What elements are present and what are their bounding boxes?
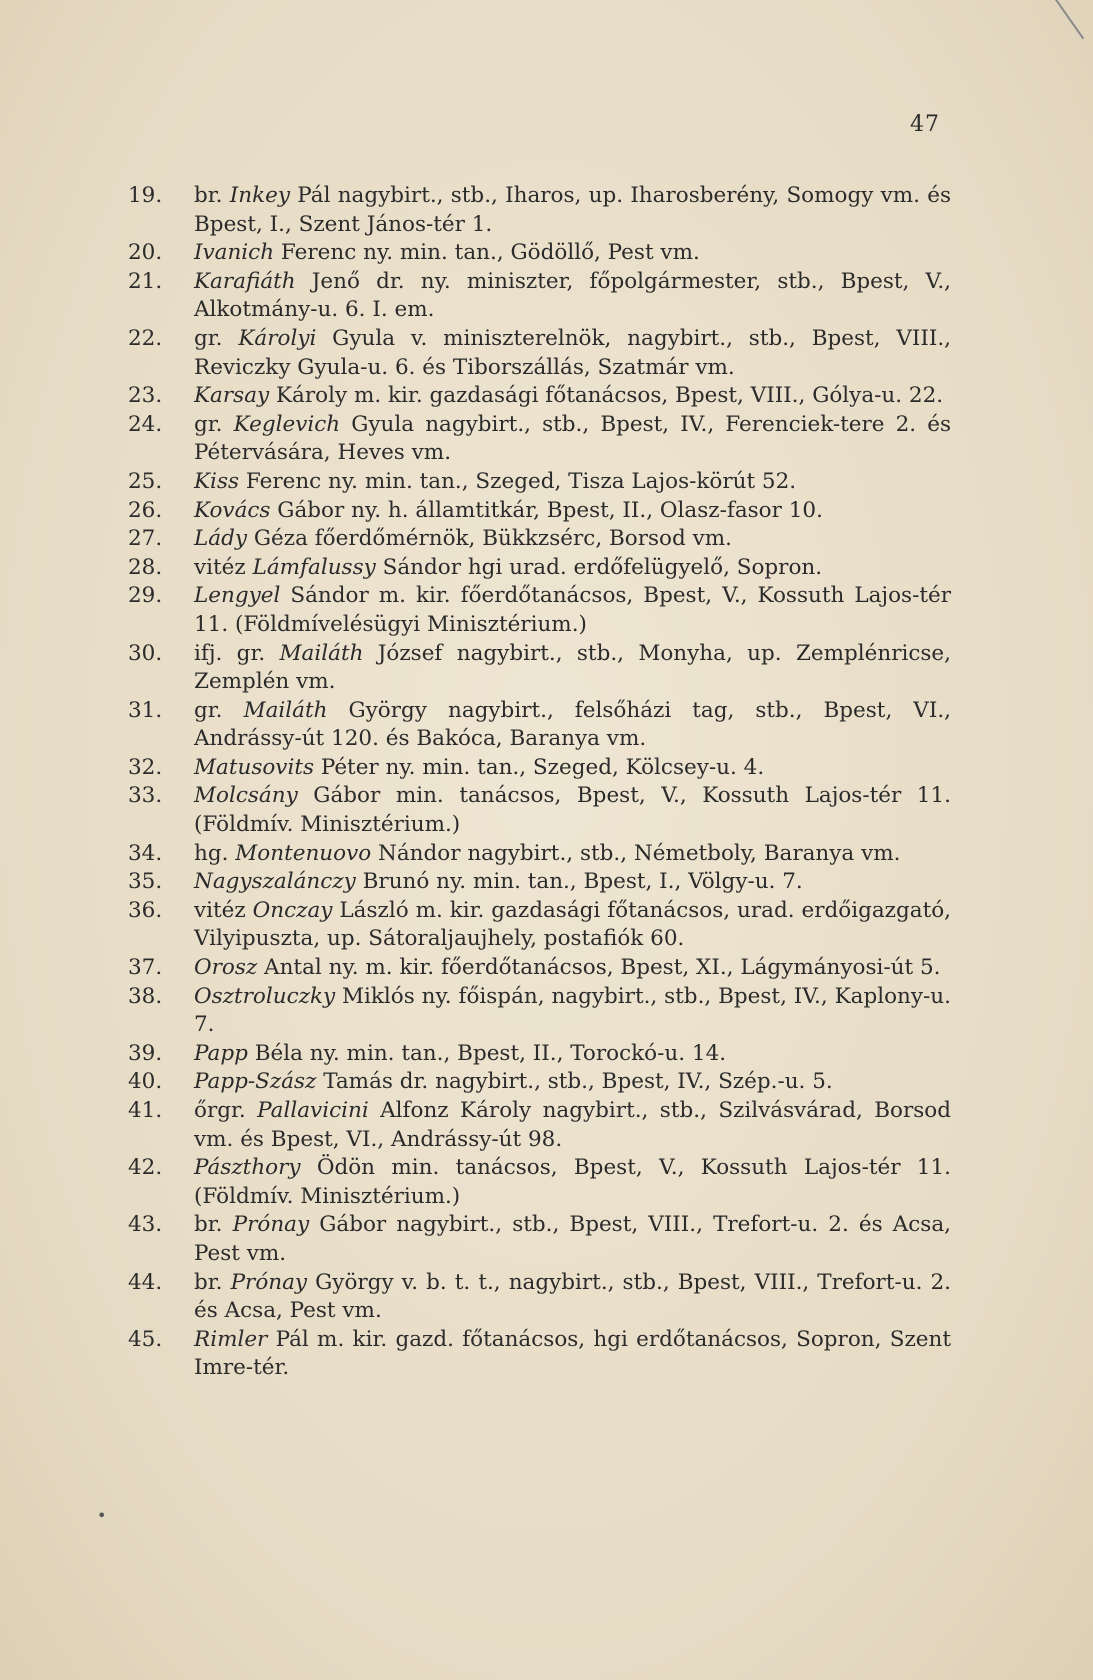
entry-details: Gábor min. tanácsos, Bpest, V., Kossuth Lajos-tér 11. (Földmív. Minisztérium.) [194,783,951,838]
list-item [128,640,951,697]
entry-surname: Pászthory [194,1155,301,1181]
entry-number: 41. [128,1098,163,1123]
list-item [128,182,951,239]
entry-surname: Molcsány [194,783,298,809]
entry-title-prefix: br. [194,1212,233,1238]
list-item [128,497,951,526]
list-item [128,754,951,783]
entry-number: 31. [128,697,163,723]
entry-number: 29. [128,583,163,609]
entry-surname: Lády [194,526,248,552]
entry-surname: Károlyi [238,325,317,351]
entry-surname: Mailáth [243,697,328,723]
list-item [128,468,951,497]
list-item [128,983,951,1040]
entry-surname: Papp-Szász [194,1069,317,1095]
entry-surname: Keglevich [233,411,341,437]
entry-details: Pál m. kir. gazd. főtanácsos, hgi erdőtanácsos, Sopron, Szent Imre-tér. [194,1326,951,1381]
entry-number: 43. [128,1212,163,1238]
entry-details: Péter ny. min. tan., Szeged, Kölcsey-u. 4. [314,754,765,780]
entry-details: Pál nagybirt., stb., Iharos, up. Iharosberény, Somogy vm. és Bpest, I., Szent János-tér 1. [194,183,951,237]
entry-surname: Rimler [194,1326,268,1352]
list-item [128,554,951,583]
entry-details: László m. kir. gazdasági főtanácsos, urad. erdőigazgató, Vilyipuszta, up. Sátoraljaujhely, postafiók 60. [194,897,951,952]
entry-details: József nagybirt., stb., Monyha, up. Zemplénricse, Zemplén vm. [194,640,951,695]
entry-title-prefix: gr. [194,325,239,351]
list-item [128,840,951,869]
entry-surname: Mailáth [279,640,364,666]
entry-details: Gábor nagybirt., stb., Bpest, VIII., Trefort-u. 2. és Acsa, Pest vm. [194,1212,951,1266]
entry-details: Károly m. kir. gazdasági főtanácsos, Bpest, VIII., Gólya-u. 22. [269,383,944,409]
list-item [128,525,951,554]
list-item [128,411,951,468]
entry-surname: Matusovits [194,754,314,780]
list-item [128,1154,951,1211]
entry-number: 42. [128,1155,163,1181]
entry-number: 34. [128,840,163,866]
entry-surname: Pallavicini [257,1098,369,1123]
entry-details: Ferenc ny. min. tan., Szeged, Tisza Lajos-körút 52. [239,468,797,494]
entry-number: 26. [128,497,163,523]
entry-title-prefix: gr. [194,697,244,723]
entry-number: 35. [128,869,163,895]
entry-number: 37. [128,955,163,981]
entry-details: Ödön min. tanácsos, Bpest, V., Kossuth Lajos-tér 11. (Földmív. Minisztérium.) [194,1155,951,1209]
entry-number: 22. [128,325,163,351]
entry-number: 32. [128,754,163,780]
entry-title-prefix: vitéz [194,554,253,580]
corner-fold-line [1055,0,1084,39]
entry-details: György nagybirt., felsőházi tag, stb., Bpest, VI., Andrássy-út 120. és Bakóca, Baranya vm. [194,697,951,752]
list-item [128,697,951,754]
entry-surname: Inkey [229,183,291,208]
entry-details: Sándor hgi urad. erdőfelügyelő, Sopron. [375,554,823,580]
entry-details: Ferenc ny. min. tan., Gödöllő, Pest vm. [274,240,700,266]
entry-details: Gyula nagybirt., stb., Bpest, IV., Ferenciek-tere 2. és Pétervására, Heves vm. [194,411,951,466]
entry-number: 36. [128,897,163,923]
entry-surname: Papp [194,1040,248,1066]
entry-details: Sándor m. kir. főerdőtanácsos, Bpest, V., Kossuth Lajos-tér 11. (Földmívelésügyi Minisztérium.) [194,583,951,637]
member-list [128,182,951,1383]
list-item [128,582,951,639]
list-item [128,268,951,325]
entry-title-prefix: br. [194,183,230,208]
entry-details: Gábor ny. h. államtitkár, Bpest, II., Olasz-fasor 10. [270,497,823,523]
page-number: 47 [910,112,940,137]
margin-bullet-mark: • [97,1506,107,1525]
entry-number: 44. [128,1269,163,1295]
entry-surname: Kiss [194,468,240,494]
entry-details: Antal ny. m. kir. főerdőtanácsos, Bpest, XI., Lágymányosi-út 5. [257,955,941,981]
list-item [128,1326,951,1383]
list-item [128,1040,951,1069]
entry-details: Tamás dr. nagybirt., stb., Bpest, IV., Szép.-u. 5. [316,1069,833,1095]
entry-details: Alfonz Károly nagybirt., stb., Szilvásvárad, Borsod vm. és Bpest, VI., Andrássy-út 98. [194,1098,951,1152]
list-item [128,239,951,268]
entry-number: 28. [128,554,163,580]
list-item [128,897,951,954]
entry-surname: Karafiáth [194,268,296,294]
entry-details: György v. b. t. t., nagybirt., stb., Bpest, VIII., Trefort-u. 2. és Acsa, Pest vm. [194,1269,951,1324]
list-item [128,1068,951,1097]
entry-number: 21. [128,268,163,294]
list-item [128,1097,951,1154]
entry-surname: Prónay [232,1212,310,1238]
entry-surname: Montenuovo [235,840,372,866]
entry-title-prefix: vitéz [194,897,253,923]
entry-title-prefix: gr. [194,411,234,437]
entry-surname: Kovács [194,497,271,523]
entry-surname: Prónay [230,1269,308,1295]
list-item [128,782,951,839]
list-item [128,868,951,897]
entry-number: 38. [128,983,163,1009]
entry-details: Béla ny. min. tan., Bpest, II., Torockó-u. 14. [247,1040,727,1066]
list-item [128,1269,951,1326]
entry-surname: Lengyel [194,583,281,609]
entry-number: 23. [128,383,163,409]
entry-details: Nándor nagybirt., stb., Németboly, Baranya vm. [371,840,901,866]
entry-number: 27. [128,526,163,552]
entry-details: Miklós ny. főispán, nagybirt., stb., Bpest, IV., Kaplony-u. 7. [194,983,951,1038]
entry-number: 45. [128,1326,163,1352]
entry-number: 39. [128,1040,163,1066]
list-item [128,382,951,411]
entry-title-prefix: hg. [194,840,236,866]
list-item [128,325,951,382]
list-item [128,1211,951,1268]
entry-title-prefix: őrgr. [194,1098,258,1123]
entry-details: Brunó ny. min. tan., Bpest, I., Völgy-u. 7. [355,869,803,895]
entry-surname: Onczay [252,897,333,923]
entry-title-prefix: ifj. gr. [194,640,280,666]
entry-details: Géza főerdőmérnök, Bükkzsérc, Borsod vm. [247,526,732,552]
entry-surname: Orosz [194,955,258,981]
entry-title-prefix: br. [194,1269,231,1295]
entry-number: 25. [128,468,163,494]
entry-number: 20. [128,240,163,266]
entry-number: 40. [128,1069,163,1095]
entry-surname: Lámfalussy [252,554,376,580]
entry-surname: Karsay [194,383,270,409]
entry-surname: Ivanich [194,240,275,266]
entry-number: 19. [128,183,163,208]
entry-number: 33. [128,783,163,809]
entry-surname: Osztroluczky [194,983,336,1009]
list-item [128,954,951,983]
entry-details: Gyula v. miniszterelnök, nagybirt., stb., Bpest, VIII., Reviczky Gyula-u. 6. és Tiborszállás, Szatmár vm. [194,325,951,380]
entry-details: Jenő dr. ny. miniszter, főpolgármester, stb., Bpest, V., Alkotmány-u. 6. I. em. [194,268,951,323]
entry-number: 30. [128,640,163,666]
entry-surname: Nagyszalánczy [194,869,356,895]
entry-number: 24. [128,411,163,437]
